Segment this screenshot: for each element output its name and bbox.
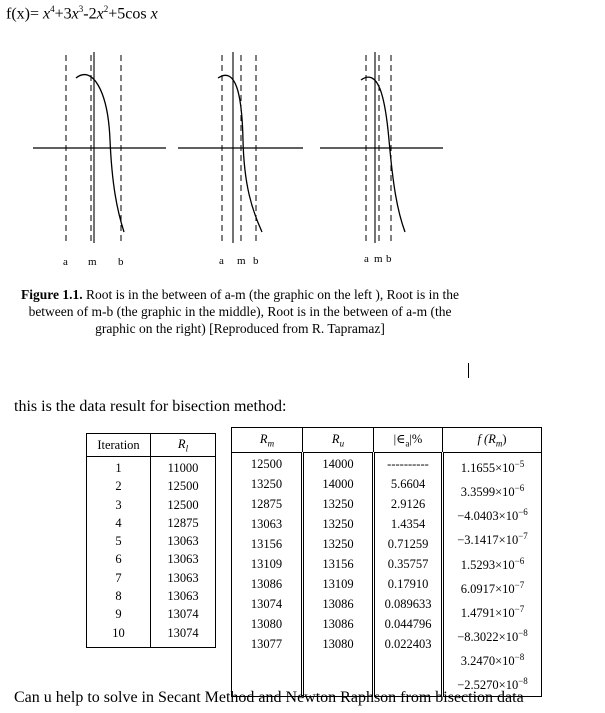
label-m: m <box>88 256 97 268</box>
table-cell: 1 <box>115 461 122 475</box>
table-cell: $3.2470\times 10^{-8}$ <box>460 652 525 669</box>
table-cell: 13080 <box>322 637 354 651</box>
label-a: a <box>219 255 224 267</box>
table-cell: $-4.0403\times 10^{-6}$ <box>457 507 528 524</box>
function-formula: $f(x)= x^4+3x^3-2x^2+5\cos$ x <box>6 4 158 23</box>
table-cell: 0.089633 <box>384 597 432 611</box>
figure-caption <box>14 286 466 337</box>
table-cell: 13156 <box>322 557 354 571</box>
rm-column <box>232 453 303 697</box>
table-cell: 13080 <box>250 617 283 631</box>
intro-text: this is the data result for bisection method: <box>14 398 287 415</box>
table-cell: ---------- <box>387 457 429 471</box>
table-cell: 9 <box>115 607 122 622</box>
header-ru: $R_u$ <box>303 428 374 453</box>
table-cell: $-3.1417\times 10^{-7}$ <box>457 531 528 548</box>
label-a: a <box>364 253 369 265</box>
table-cell: 13063 <box>167 534 199 549</box>
table-cell: 13086 <box>250 577 283 591</box>
table-cell: 13074 <box>250 597 283 611</box>
bisection-figure <box>0 0 605 280</box>
label-m: m <box>374 253 383 265</box>
table-cell: 6 <box>115 552 122 567</box>
table-cell: 0.022403 <box>384 637 432 651</box>
table-cell: 13074 <box>167 625 199 640</box>
table-cell: 12875 <box>167 515 199 530</box>
table-cell: 13063 <box>167 589 199 604</box>
table-cell: 11000 <box>167 461 199 475</box>
table-cell: 4 <box>115 515 122 530</box>
label-b: b <box>253 255 259 267</box>
header-rl: $R_l$ <box>151 434 216 457</box>
table-cell: 12500 <box>167 479 199 494</box>
table-cell: $-8.3022\times 10^{-8}$ <box>457 628 528 645</box>
iteration-table <box>86 433 216 648</box>
results-table <box>231 427 542 697</box>
caption-label: Figure 1.1. <box>20 287 83 302</box>
label-b: b <box>118 256 124 268</box>
table-cell: 0.35757 <box>387 557 429 571</box>
table-cell: $6.0917\times 10^{-7}$ <box>460 579 525 596</box>
table-cell: 13086 <box>322 617 354 631</box>
table-cell: 12500 <box>167 497 199 512</box>
rl-column <box>151 457 216 648</box>
table-cell: 14000 <box>322 477 354 491</box>
table-cell: 12875 <box>250 497 283 511</box>
table-cell: 12500 <box>250 457 283 471</box>
question-text: Can u help to solve in Secant Method and Newton Raphson from bisection data <box>14 689 524 706</box>
iteration-column <box>87 457 151 648</box>
table-cell: 5 <box>115 534 122 549</box>
header-error: $|\in_a|\%$ <box>374 428 443 453</box>
table-cell: 13109 <box>250 557 283 571</box>
function-curve <box>218 75 262 232</box>
table-cell: $-2.5270\times 10^{-8}$ <box>457 676 528 693</box>
text-cursor <box>468 363 469 378</box>
table-cell: 7 <box>115 570 122 585</box>
table-cell: 2.9126 <box>390 497 426 511</box>
table-cell: 2 <box>115 479 122 494</box>
f-rm-column <box>443 453 542 697</box>
table-cell: 8 <box>115 589 122 604</box>
graph-right <box>320 52 443 265</box>
table-cell: $1.1655\times 10^{-5}$ <box>460 459 525 476</box>
label-m: m <box>237 255 246 267</box>
header-rm: $R_m$ <box>232 428 303 453</box>
table-cell: 3 <box>115 497 122 512</box>
table-cell: $1.4791\times 10^{-7}$ <box>460 603 525 621</box>
header-f-rm: f $(R_m)$ <box>443 428 542 453</box>
table-cell: 13086 <box>322 597 354 611</box>
graph-middle <box>178 52 303 267</box>
table-cell: 0.71259 <box>387 537 429 551</box>
label-b: b <box>386 253 392 265</box>
table-cell: 10 <box>112 625 125 640</box>
ru-column <box>303 453 374 697</box>
table-cell: 1.4354 <box>390 517 426 531</box>
table-cell: 5.6604 <box>390 477 426 491</box>
table-cell: 13250 <box>250 477 283 491</box>
table-cell: 13156 <box>250 537 283 551</box>
table-cell: 13063 <box>250 517 283 531</box>
table-cell: $1.5293\times 10^{-6}$ <box>460 555 525 572</box>
table-cell: 0.044796 <box>384 617 432 631</box>
table-cell: 14000 <box>322 457 354 471</box>
table-cell: 13077 <box>250 637 283 651</box>
function-curve <box>76 75 124 232</box>
table-cell: 13109 <box>322 577 354 591</box>
table-cell: 13250 <box>322 537 354 551</box>
error-column <box>374 453 443 697</box>
table-cell: $3.3599\times 10^{-6}$ <box>460 483 525 500</box>
table-cell: 13074 <box>167 607 199 622</box>
graph-left <box>33 52 166 268</box>
table-cell: 0.17910 <box>387 577 429 591</box>
caption-text: Root is in the between of a-m (the graphic on the left ), Root is in the between of m-b (the graphic in the middle), Root is in the between of a-m (the graphic on the right) [Reproduced from R. Tapramaz] <box>28 287 460 336</box>
function-curve <box>361 77 405 232</box>
table-cell: 13063 <box>167 570 199 585</box>
table-cell: 13063 <box>167 552 199 567</box>
table-cell: 13250 <box>322 517 354 531</box>
table-cell: 13250 <box>322 497 354 511</box>
header-iteration: Iteration <box>87 434 151 457</box>
label-a: a <box>63 256 68 268</box>
